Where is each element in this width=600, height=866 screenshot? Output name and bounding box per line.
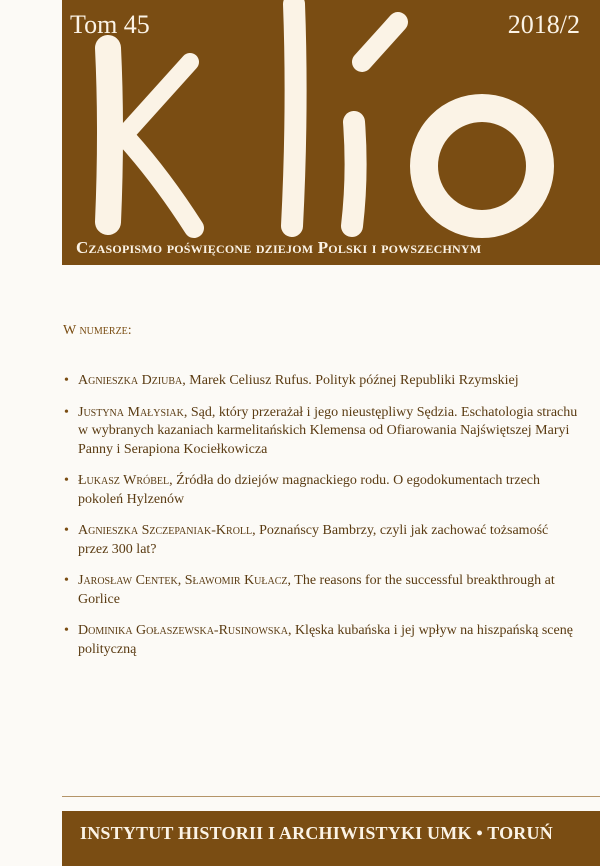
cover-header	[62, 0, 600, 265]
issue-label: 2018/2	[507, 10, 580, 39]
toc-title: Źródła do dziejów magnackiego rodu. O egodokumentach trzech pokoleń Hylzenów	[78, 473, 541, 507]
volume-label: Tom 45	[70, 10, 150, 39]
bullet-icon: •	[64, 573, 69, 588]
toc-author: Łukasz Wróbel	[78, 473, 170, 488]
contents-heading: W numerze:	[63, 323, 132, 338]
bullet-icon: •	[64, 523, 69, 538]
toc-author: Agnieszka Szczepaniak-Kroll	[78, 523, 253, 538]
toc-title: Sąd, który przerażał i jego nieustępliwy Sędzia. Eschatologia strachu w wybranych kazaniach karmelitańskich Klemensa od Ofiarowania Najświętszej Maryi Panny i Serapiona Kociełkowicza	[78, 404, 578, 457]
toc-item: • Dominika Gołaszewska-Rusinowska, Klęska kubańska i jej wpływ na hiszpańską scenę polityczną	[64, 623, 573, 657]
toc-item: • Agnieszka Szczepaniak-Kroll, Poznańscy Bambrzy, czyli jak zachować tożsamość przez 300 lat?	[64, 523, 549, 557]
bullet-icon: •	[64, 623, 69, 638]
toc-author: Agnieszka Dziuba	[78, 373, 183, 388]
toc-item: • Agnieszka Dziuba, Marek Celiusz Rufus. Polityk późnej Republiki Rzymskiej	[78, 372, 578, 391]
bullet-icon: •	[64, 473, 69, 488]
journal-subtitle: Czasopismo poświęcone dziejom Polski i powszechnym	[76, 238, 482, 257]
publisher-footer: INSTYTUT HISTORII I ARCHIWISTYKI UMK • TORUŃ	[62, 811, 600, 866]
bullet-icon: •	[64, 373, 69, 388]
toc-title: Marek Celiusz Rufus. Polityk późnej Republiki Rzymskiej	[189, 373, 519, 388]
toc-author: Jarosław Centek, Sławomir Kułacz	[78, 573, 288, 588]
toc-item: • Justyna Małysiak, Sąd, który przerażał i jego nieustępliwy Sędzia. Eschatologia strachu w wybranych kazaniach karmelitańskich Klemensa od Ofiarowania Najświętszej Maryi Panny i Serapiona Kociełkowicza	[64, 404, 578, 457]
toc-item: • Łukasz Wróbel, Źródła do dziejów magnackiego rodu. O egodokumentach trzech pokoleń Hylzenów	[64, 473, 541, 507]
bullet-icon: •	[64, 404, 69, 420]
toc-title: The reasons for the successful breakthrough at Gorlice	[78, 573, 555, 607]
toc-author: Dominika Gołaszewska-Rusinowska	[78, 623, 288, 638]
divider-line	[62, 796, 600, 797]
table-of-contents	[64, 372, 578, 672]
toc-title: Poznańscy Bambrzy, czyli jak zachować tożsamość przez 300 lat?	[78, 523, 549, 557]
toc-title: Klęska kubańska i jej wpływ na hiszpańską scenę polityczną	[78, 623, 573, 657]
klio-logo	[62, 0, 600, 240]
toc-author: Justyna Małysiak	[78, 404, 184, 420]
toc-item: • Jarosław Centek, Sławomir Kułacz, The reasons for the successful breakthrough at Gorlice	[64, 573, 555, 607]
